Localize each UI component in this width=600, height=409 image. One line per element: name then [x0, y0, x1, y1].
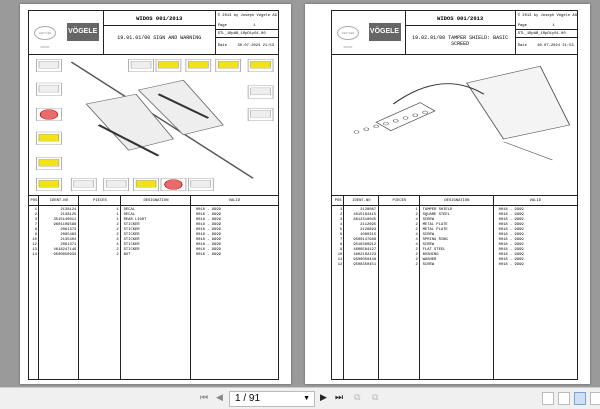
cell-valid: 0018 - 9999 [195, 213, 221, 217]
cell-pos: 6 [340, 233, 343, 237]
cell-pos: 12 [337, 263, 343, 267]
cell-designation: STICKER [123, 248, 140, 252]
cell-designation: SCREW [422, 263, 435, 267]
cell-pieces: 1 [116, 208, 119, 212]
cell-pieces: 2 [116, 233, 119, 237]
page-field [216, 22, 278, 30]
next-page-icon[interactable]: ▶ [320, 393, 327, 403]
cell-pieces: 2 [116, 228, 119, 232]
date-value: 30.07.2024 21:53 [237, 44, 274, 48]
cell-ident: 9500050448 [353, 258, 377, 262]
cell-ident: 1080315 [360, 233, 377, 237]
cell-pieces: 2 [415, 213, 418, 217]
cell-pos: 1 [34, 208, 37, 212]
cell-pos: 13 [32, 248, 37, 252]
cell-designation: REAR LIGHT [123, 218, 147, 222]
section-title: 19.01.01/00 SIGN AND WARNING [117, 35, 202, 41]
cell-valid: 0018 - 9999 [195, 233, 221, 237]
cell-pieces: 4 [116, 238, 119, 242]
cell-ident: 9500050934 [53, 253, 77, 257]
cell-designation: WASHER [422, 258, 437, 262]
date-field [516, 38, 577, 55]
cell-ident: 8612310045 [353, 218, 377, 222]
cell-pos: 10 [32, 238, 37, 242]
page-frame [331, 10, 578, 380]
last-page-icon[interactable]: ⏭ [335, 393, 344, 403]
cell-ident: 2128893 [360, 228, 377, 232]
date-label: Date [517, 44, 527, 48]
date-value: 30.07.2024 21:53 [537, 44, 574, 48]
cell-pieces: 2 [116, 223, 119, 227]
date-label: Date [217, 44, 227, 48]
logo-area [332, 11, 406, 54]
page-no: 1 [253, 24, 256, 28]
cell-designation: STICKER [123, 233, 140, 237]
cell-pos: 2 [34, 213, 37, 217]
cell-pieces: 4 [415, 243, 418, 247]
cell-pieces: 2 [116, 253, 119, 257]
column-header: IDENT-NO [49, 199, 68, 203]
cell-designation: BUSHING [422, 253, 439, 257]
cell-designation: METAL PLATE [422, 228, 448, 232]
cell-valid: 0018 - 9999 [195, 248, 221, 252]
cell-pieces: 4 [415, 238, 418, 242]
page-number-input[interactable] [229, 391, 315, 407]
cell-valid: 0018 - 9999 [498, 253, 524, 257]
column-header: DESIGNATION [143, 199, 169, 203]
cell-ident: 9601109598 [53, 223, 77, 227]
wirtgen-group-seal: WIRTGEN GROUP [337, 26, 359, 40]
cell-pieces: 2 [415, 258, 418, 262]
cell-valid: 0018 - 9999 [195, 238, 221, 242]
table-header [332, 196, 577, 206]
cell-designation: STICKER [123, 223, 140, 227]
cell-ident: 9516380912 [353, 243, 377, 247]
cell-ident: 2138124 [60, 208, 77, 212]
cell-ident: 2128087 [360, 208, 377, 212]
cell-designation: TAMPER SHIELD [422, 208, 453, 212]
cell-ident: 2061373 [60, 228, 77, 232]
cell-ident: 4618247149 [53, 248, 77, 252]
cell-valid: 0018 - 9999 [195, 208, 221, 212]
cell-designation: NUT [123, 253, 131, 257]
column-header: PIECES [93, 199, 107, 203]
page-number-value: 1 / 91 [235, 393, 261, 404]
two-page-continuous-view-button[interactable] [590, 392, 600, 405]
cell-ident: 4602182223 [353, 253, 377, 257]
cell-designation: SCREW [422, 218, 435, 222]
parts-drawing [29, 55, 278, 196]
title-block [332, 11, 577, 55]
cell-valid: 0018 - 9999 [195, 218, 221, 222]
cell-valid: 0018 - 9999 [498, 248, 524, 252]
cell-valid: 0018 - 9999 [195, 223, 221, 227]
column-header: POS [334, 199, 342, 203]
cell-valid: 0018 - 9999 [498, 258, 524, 262]
page-frame [28, 10, 279, 380]
cell-valid: 0018 - 9999 [498, 243, 524, 247]
cell-pieces: 2 [116, 248, 119, 252]
cell-pos: 1 [340, 208, 343, 212]
cell-valid: 0018 - 9999 [195, 253, 221, 257]
title-block [29, 11, 278, 55]
cell-pieces: 4 [415, 218, 418, 222]
cell-pieces: 1 [116, 218, 119, 222]
page-field [516, 22, 577, 30]
cell-pos: 2 [340, 213, 343, 217]
cell-pos: 12 [32, 243, 37, 247]
cell-designation: SCREW [422, 243, 435, 247]
cell-pieces: 2 [415, 223, 418, 227]
cell-valid: 0018 - 9999 [498, 263, 524, 267]
cell-pos: 9 [340, 248, 343, 252]
voegele-logo: VÖGELE [67, 23, 99, 41]
cell-ident: 9508350451 [353, 263, 377, 267]
cell-designation: METAL PLATE [422, 223, 448, 227]
cell-pos: 8 [34, 228, 37, 232]
cell-designation: STICKER [123, 243, 140, 247]
column-header: VALID [228, 199, 241, 203]
column-header: VALID [529, 199, 542, 203]
cell-pos: 10 [337, 253, 343, 257]
single-page-view-button[interactable] [542, 392, 554, 405]
two-page-view-button[interactable] [574, 392, 586, 405]
cell-pos: 9 [34, 233, 37, 237]
copy-page-icon[interactable]: ⧉ [372, 393, 379, 403]
cell-pos: 4 [340, 223, 343, 227]
logo-area [29, 11, 104, 54]
copyright: © 2013 by Joseph Vögele AG [517, 14, 577, 18]
cell-designation: STICKER [123, 238, 140, 242]
cell-ident: 4606584127 [353, 248, 377, 252]
cell-valid: 0018 - 9999 [498, 233, 524, 237]
cell-valid: 0018 - 9999 [498, 223, 524, 227]
cell-ident: 2061371 [60, 243, 77, 247]
cell-designation: STICKER [123, 228, 140, 232]
cell-valid: 0018 - 9999 [498, 213, 524, 217]
cell-designation: DECAL [123, 208, 136, 212]
cell-valid: 0018 - 9999 [195, 243, 221, 247]
cell-pos: 5 [340, 228, 343, 232]
parts-table [332, 196, 577, 379]
cell-pieces: 2 [415, 228, 418, 232]
continuous-view-button[interactable] [558, 392, 570, 405]
cell-ident: 2135404 [60, 238, 77, 242]
cell-designation: FLAT STEEL [422, 248, 446, 252]
parts-table [29, 196, 278, 379]
cell-ident: 4615184415 [353, 213, 377, 217]
cell-ident: 3515140011 [53, 218, 77, 222]
cell-pieces: 4 [116, 243, 119, 247]
cell-ident: 2138125 [60, 213, 77, 217]
pdf-toolbar [0, 387, 600, 409]
cell-valid: 0018 - 9999 [498, 208, 524, 212]
cell-pieces: 1 [116, 213, 119, 217]
page-label: Page [217, 24, 227, 28]
column-header: DESIGNATION [444, 199, 470, 203]
cell-pos: 3 [340, 218, 343, 222]
cell-pieces: 2 [415, 263, 418, 267]
cell-designation: SQUARE STEEL [422, 213, 450, 217]
column-header: POS [30, 199, 38, 203]
page-label: Page [517, 24, 527, 28]
page-no: 1 [552, 24, 555, 28]
parts-drawing [332, 55, 577, 196]
cell-designation: SPRING RING [422, 238, 448, 242]
table-row [332, 263, 577, 268]
doc-id: STL_1RpAB_1RpD1y01-00 [516, 30, 577, 38]
cell-pos: 7 [34, 223, 37, 227]
cell-pieces: 2 [415, 248, 418, 252]
table-header [29, 196, 278, 206]
cell-pos: 8 [340, 243, 343, 247]
cell-designation: SCREW [422, 233, 435, 237]
voegele-logo: VÖGELE [369, 23, 401, 41]
table-row [29, 253, 278, 258]
cell-ident: 9500147988 [353, 238, 377, 242]
prev-page-icon[interactable]: ◀ [216, 393, 223, 403]
cell-ident: 2085463 [60, 233, 77, 237]
cell-pieces: 2 [415, 253, 418, 257]
column-header: IDENT-NO [352, 199, 371, 203]
cell-valid: 0018 - 9999 [195, 228, 221, 232]
pdf-page-right [305, 4, 590, 384]
cell-designation: DECAL [123, 213, 136, 217]
document-title: WIDOS 001/2013 [406, 11, 515, 26]
document-title: WIDOS 001/2013 [104, 11, 215, 26]
cell-pos: 14 [32, 253, 37, 257]
pdf-page-left [20, 4, 291, 384]
cell-pieces: 1 [415, 208, 418, 212]
wirtgen-group-seal: WIRTGEN GROUP [34, 26, 56, 40]
cell-valid: 0018 - 9999 [498, 228, 524, 232]
copyright: © 2013 by Joseph Vögele AG [217, 14, 277, 18]
cell-valid: 0018 - 9999 [498, 218, 524, 222]
column-header: PIECES [392, 199, 407, 203]
cell-valid: 0018 - 9999 [498, 238, 524, 242]
chevron-down-icon[interactable]: ▼ [303, 395, 310, 402]
first-page-icon[interactable]: ⏮ [200, 393, 209, 403]
cell-pos: 11 [337, 258, 343, 262]
cell-pos: 7 [340, 238, 343, 242]
cell-pieces: 4 [415, 233, 418, 237]
section-title: 19.02.01/00 TAMPER SHIELD: BASIC SCREED [412, 35, 509, 47]
date-field [216, 38, 278, 55]
copy-icon[interactable]: ⧉ [354, 393, 361, 403]
cell-pos: 3 [34, 218, 37, 222]
doc-id: STL_1RpAB_1RpD1y01-00 [216, 30, 278, 38]
cell-ident: 2112695 [360, 223, 377, 227]
